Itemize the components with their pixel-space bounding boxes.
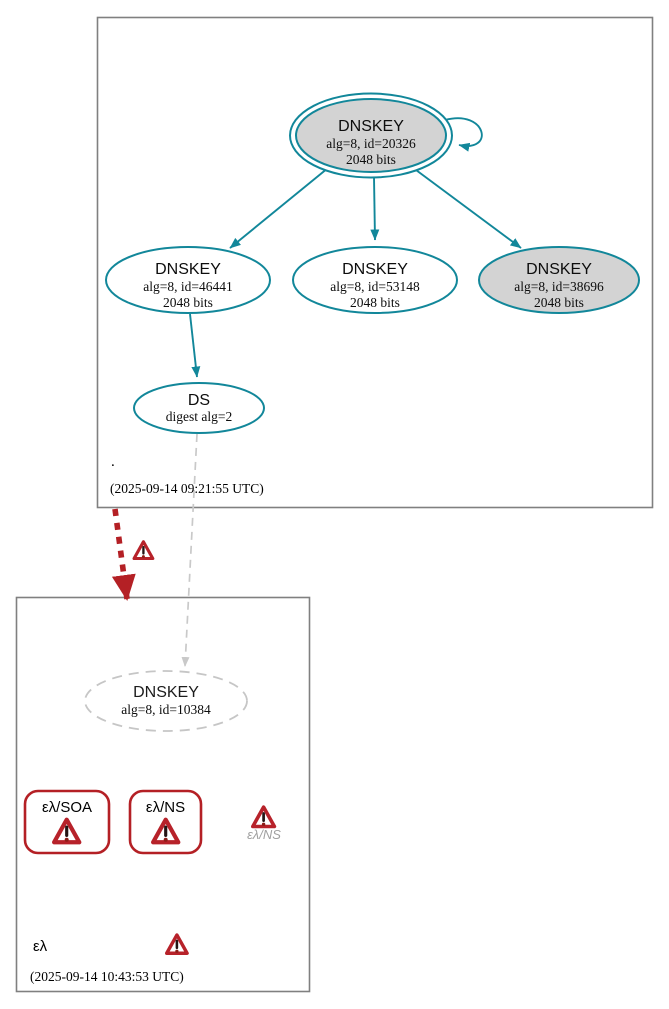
node-title: DNSKEY: [342, 261, 408, 278]
node-title: DS: [187, 392, 211, 409]
node-dnskey-10384[interactable]: [85, 671, 247, 731]
node-title: DNSKEY: [133, 684, 199, 701]
warning-icon[interactable]: [134, 542, 153, 559]
node-dnskey-46441[interactable]: [106, 247, 270, 313]
node-title: DNSKEY: [526, 261, 592, 278]
node-detail-2: 2048 bits: [346, 152, 396, 167]
warning-icon[interactable]: [167, 935, 187, 953]
node-title: DNSKEY: [338, 118, 404, 135]
node-dnskey-53148[interactable]: [293, 247, 457, 313]
edge-root-to-el-zone-bogus: [115, 509, 127, 599]
missing-ns-label: ελ/NS: [247, 827, 281, 842]
node-detail-1: alg=8, id=20326: [326, 136, 416, 151]
edge-ksk20326-to-dnskey53148: [374, 177, 375, 240]
rrset-label: ελ/NS: [145, 799, 186, 816]
node-detail-2: 2048 bits: [534, 295, 584, 310]
node-detail-1: digest alg=2: [165, 409, 233, 424]
el-zone-name: ελ: [33, 938, 48, 955]
edge-ksk20326-to-dnskey46441: [230, 168, 328, 248]
node-detail-2: 2048 bits: [350, 295, 400, 310]
node-detail-1: alg=8, id=10384: [121, 702, 211, 717]
node-title: DNSKEY: [155, 261, 221, 278]
el-zone-timestamp: (2025-09-14 10:43:53 UTC): [30, 969, 184, 984]
edge-ksk20326-to-dnskey38696: [416, 170, 521, 248]
node-rrset-ns[interactable]: [130, 791, 201, 853]
node-ds[interactable]: [134, 383, 264, 433]
node-rrset-soa[interactable]: [25, 791, 109, 853]
rrset-label: ελ/SOA: [41, 799, 93, 816]
node-detail-1: alg=8, id=46441: [143, 279, 233, 294]
edge-ds-to-dnskey10384-insecure: [185, 434, 197, 666]
node-detail-1: alg=8, id=38696: [514, 279, 604, 294]
warning-icon: [253, 807, 275, 826]
node-missing-ns[interactable]: [247, 807, 281, 842]
node-dnskey-20326[interactable]: [290, 94, 452, 178]
root-zone-timestamp: (2025-09-14 09:21:55 UTC): [110, 481, 264, 496]
node-dnskey-38696[interactable]: [479, 247, 639, 313]
root-zone-name: .: [111, 454, 115, 470]
node-detail-1: alg=8, id=53148: [330, 279, 420, 294]
node-detail-2: 2048 bits: [163, 295, 213, 310]
edge-dnskey46441-to-ds: [190, 314, 197, 377]
